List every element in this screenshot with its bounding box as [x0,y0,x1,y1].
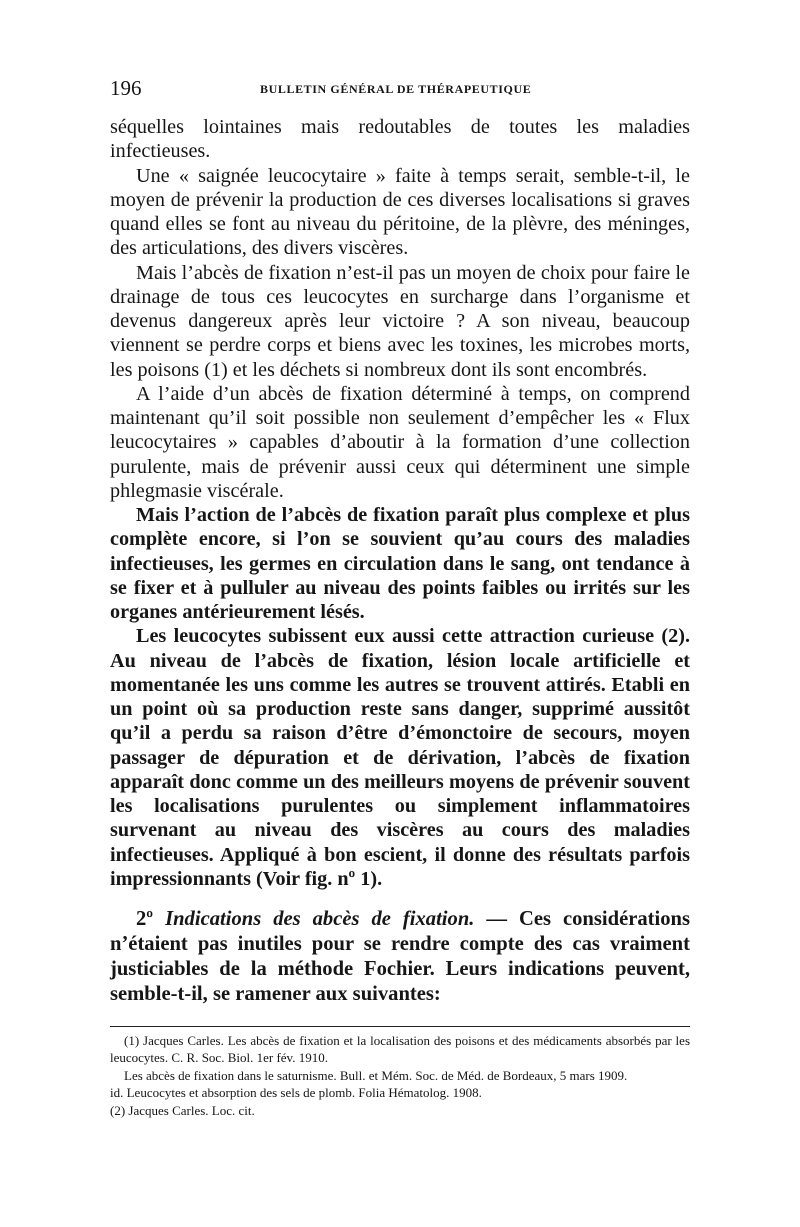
section-number: 2º [136,908,154,930]
paragraph: Une « saignée leucocytaire » faite à temps serait, semble-t-il, le moyen de prévenir la production de ces diverses localisations si graves quand elles se font au niveau du péritoine, de la plèvre, des méninges, des articulations, des divers viscères. [110,164,690,260]
page-number: 196 [110,76,142,100]
paragraph: Les leucocytes subissent eux aussi cette attraction curieuse (2). Au niveau de l’abcès de fixation, lésion locale artificielle et momentanée les uns comme les autres se trouvent attirés. Etabli en un point où sa production reste sans danger, supprimé aussitôt qu’il a perdu sa raison d’être d’émonctoire de secours, moyen passager de dépuration et de dérivation, l’abcès de fixation apparaît donc comme un des meilleurs moyens de prévenir souvent les localisations purulentes ou simplement inflammatoires survenant au niveau des viscères au cours des maladies infectieuses. Appliqué à bon escient, il donne des résultats parfois impressionnants (Voir fig. nº 1). [110,625,690,890]
paragraph: Mais l’action de l’abcès de fixation paraît plus complexe et plus complète encore, si l’on se souvient qu’au cours des maladies infectieuses, les germes en circulation dans le sang, ont tendance à se fixer et à pulluler au niveau des points faibles ou irrités sur les organes antérieurement lésés. [110,504,690,623]
paragraph: A l’aide d’un abcès de fixation déterminé à temps, on comprend maintenant qu’il soit possible non seulement d’empêcher les « Flux leucocytaires » capables d’aboutir à la formation d’une collection purulente, mais de prévenir aussi ceux qui déterminent une simple phlegmasie viscérale. [110,382,690,502]
paragraph: Mais l’abcès de fixation n’est-il pas un moyen de choix pour faire le drainage de tous ces leucocytes en surcharge dans l’organisme et devenus dangereux après leur victoire ? A son niveau, beaucoup viennent se perdre corps et biens avec les toxines, les microbes morts, les poisons (1) et les déchets si nombreux dont ils sont encombrés. [110,261,690,381]
body-text [110,115,690,1007]
section-text: — Ces considérations n’étaient pas inutiles pour se rendre compte des cas vraiment justiciables de la méthode Fochier. Leurs indications peuvent, semble-t-il, se ramener aux suivantes: [110,908,690,1005]
paragraph: séquelles lointaines mais redoutables de toutes les maladies infectieuses. [110,116,690,163]
section-paragraph [110,907,690,1007]
footnote: (1) Jacques Carles. Les abcès de fixation et la localisation des poisons et des médicaments absorbés par les leucocytes. C. R. Soc. Biol. 1er fév. 1910. [110,1033,690,1066]
footnote-divider [110,1026,690,1027]
footnotes [110,1032,690,1119]
footnote: Les abcès de fixation dans le saturnisme. Bull. et Mém. Soc. de Méd. de Bordeaux, 5 mars 1909. [124,1067,628,1083]
footnote: (2) Jacques Carles. Loc. cit. [110,1102,255,1118]
footnote: id. Leucocytes et absorption des sels de plomb. Folia Hématolog. 1908. [110,1085,482,1101]
running-title: BULLETIN GÉNÉRAL DE THÉRAPEUTIQUE [260,82,532,96]
page-header [110,76,690,98]
section-title: Indications des abcès de fixation. [165,908,475,930]
